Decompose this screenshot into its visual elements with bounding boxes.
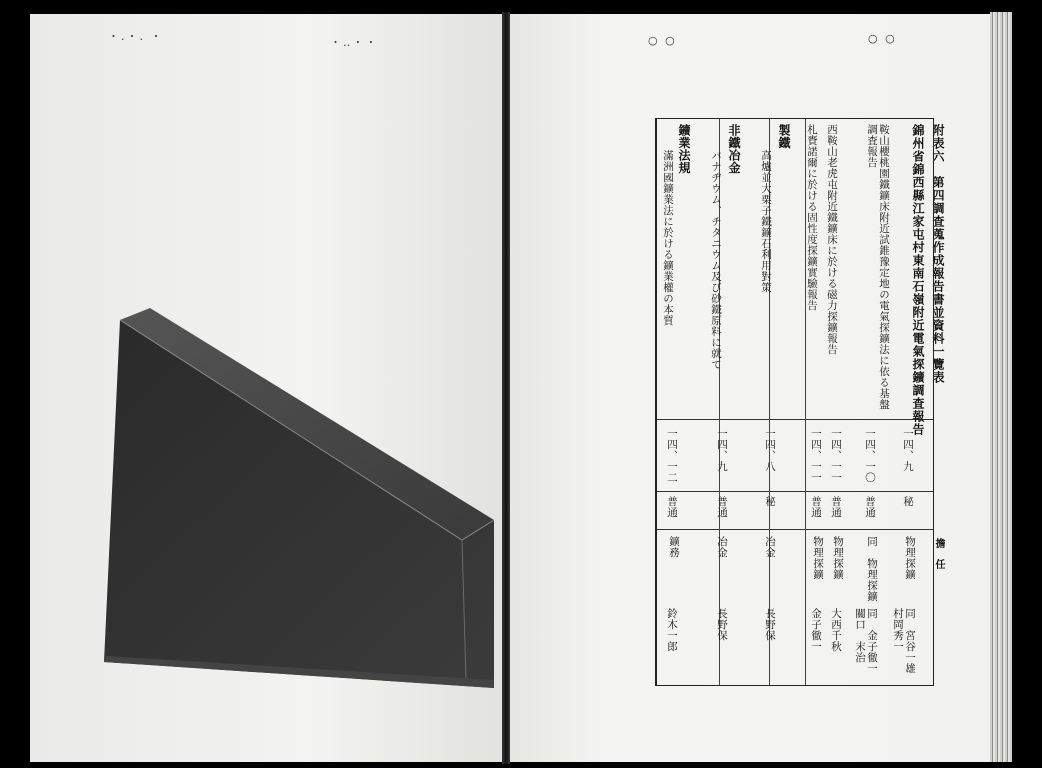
report-authors: 大西千秋 <box>830 608 842 652</box>
report-title: 札賚諾爾に於ける固性度探鑛實驗報告 <box>806 124 818 311</box>
header-mark: ○ ○ <box>868 32 897 45</box>
report-authors: 鈴木一郎 <box>666 608 678 652</box>
report-field: 冶金 <box>764 536 776 558</box>
report-title: バナヂウム、チタニウム及び砂鐵原料に就て <box>710 150 722 370</box>
report-number: 一四、八 <box>764 428 776 472</box>
rule-after-number <box>657 491 933 492</box>
report-list-table <box>655 118 934 686</box>
report-field: 冶金 <box>716 536 728 558</box>
report-class: 普通 <box>716 496 728 518</box>
report-class: 秘 <box>902 496 914 507</box>
report-number: 一四、一一 <box>830 428 842 483</box>
report-authors: 同 金子徹一 關口 末治 <box>854 608 878 674</box>
table-title: 附表六 第四調査蒐作成報告書並資料一覽表 <box>931 124 945 384</box>
report-number: 一四、九 <box>716 428 728 472</box>
report-number: 一四、一一 <box>810 428 822 483</box>
rule-after-title <box>657 419 933 420</box>
report-title: 西鞍山老虎屯附近鐵鑛床に於ける磁力探鑛報告 <box>826 124 838 355</box>
report-class: 普通 <box>830 496 842 518</box>
report-title: 鞍山櫻桃園鐵鑛床附近試錐豫定地の電氣探鑛法に依る基盤調査報告 <box>866 124 890 410</box>
category-label: 製鐵 <box>777 124 791 149</box>
report-authors: 長野保 <box>764 608 776 641</box>
report-field: 物理探鑛 <box>904 536 916 580</box>
report-field: 鑛務 <box>668 536 680 558</box>
column-header: 擔 任 <box>933 538 944 569</box>
report-field: 物理探鑛 <box>812 536 824 580</box>
report-authors: 金子徹一 <box>810 608 822 652</box>
rule-after-class <box>657 529 933 530</box>
header-mark: ・‥・・ <box>330 36 379 49</box>
category-label: 鑛業法規 <box>677 124 691 174</box>
report-class: 普通 <box>666 496 678 518</box>
report-number: 一四、一二 <box>666 428 678 483</box>
header-mark: ○ ○ <box>648 34 677 47</box>
report-field: 同 物理探鑛 <box>866 536 878 602</box>
category-label: 非鐵冶金 <box>727 124 741 174</box>
report-number: 一四、九 <box>902 428 914 472</box>
report-class: 秘 <box>764 496 776 507</box>
report-authors: 同 宮谷一雄 村岡秀一 <box>892 608 916 674</box>
report-title: 滿洲國鑛業法に於ける鑛業權の本質 <box>662 150 674 326</box>
report-number: 一四、一〇 <box>864 428 876 483</box>
report-field: 物理探鑛 <box>832 536 844 580</box>
report-class: 普通 <box>864 496 876 518</box>
report-title: 錦州省錦西縣江家屯村東南石嶺附近電氣探鑛調査報告 <box>911 124 925 436</box>
report-class: 普通 <box>810 496 822 518</box>
report-authors: 長野保 <box>716 608 728 641</box>
report-title: 高爐並大栗子鐵鑛石利用對策 <box>760 150 772 293</box>
header-mark: ・.・. ・ <box>108 30 164 43</box>
